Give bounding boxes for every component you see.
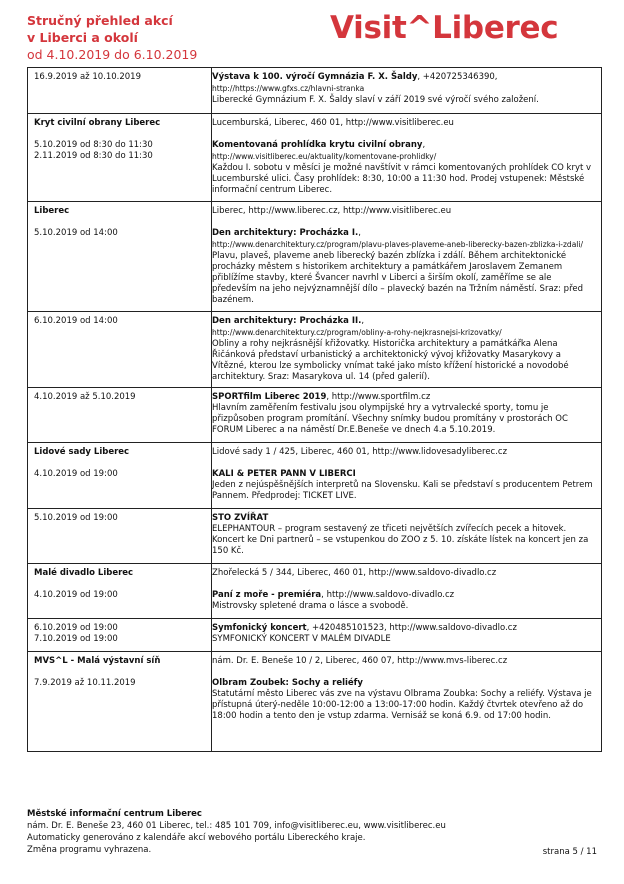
cell-left: 6.10.2019 od 14:00 [34, 316, 118, 326]
page-number: strana 5 / 11 [542, 847, 597, 857]
table-line [28, 129, 601, 140]
table-line [28, 95, 601, 106]
cell-left [28, 689, 212, 700]
cell-right: přístupná úterý-neděle 10:00-12:00 a 13:00-17:00 hodin. Každý čtvrtek otevřeno až do [212, 700, 584, 710]
cell-left [28, 667, 212, 678]
table-line [28, 72, 601, 83]
table-row [28, 442, 601, 508]
title-line-2: v Liberci a okolí [27, 30, 138, 45]
table-line [28, 458, 601, 469]
table-line [28, 480, 601, 491]
cell-left [28, 711, 212, 722]
cell-left: 7.9.2019 až 10.11.2019 [34, 678, 136, 688]
title-line-1: Stručný přehled akcí [27, 13, 173, 28]
cell-left [28, 480, 212, 491]
table-row [28, 651, 601, 751]
table-line [28, 568, 601, 579]
table-line [28, 185, 601, 196]
table-line [28, 239, 601, 251]
table-line [28, 623, 601, 634]
table-line [28, 228, 601, 239]
cell-right: Den architektury: Procházka I., [212, 228, 361, 238]
cell-left [28, 361, 212, 372]
cell-right: informační centrum Liberec. [212, 185, 333, 195]
table-line [28, 524, 601, 535]
cell-right: Mistrovsky spletené drama o lásce a svobodě. [212, 601, 409, 611]
cell-right: Pannem. Předprodej: TICKET LIVE. [212, 491, 357, 501]
events-table [27, 67, 602, 752]
cell-left [28, 491, 212, 502]
cell-right: Výstava k 100. výročí Gymnázia F. X. Šaldy, +420725346390, [212, 72, 498, 82]
cell-left [28, 284, 212, 295]
table-line [28, 700, 601, 711]
cell-right: http://https://www.gfxs.cz/hlavni-stranka [212, 84, 365, 93]
footer-note: Automaticky generováno z kalendáře akcí webového portálu Libereckého kraje. [27, 833, 366, 843]
cell-left [28, 546, 212, 557]
cell-left [28, 174, 212, 185]
footer-contact: nám. Dr. E. Beneše 23, 460 01 Liberec, tel.: 485 101 709, info@visitliberec.eu, www.visitliberec.eu [27, 821, 446, 831]
cell-right: http://www.denarchitektury.cz/program/plavu-plaves-plaveme-aneb-liberecky-bazen-zblizka-i-zdali/ [212, 240, 583, 249]
cell-right: Liberec, http://www.liberec.cz, http://www.visitliberec.eu [212, 206, 452, 216]
table-row [28, 387, 601, 442]
table-line [28, 151, 601, 163]
cell-left [28, 700, 212, 711]
cell-right: Vítězné, kterou lze symbolicky vnímat také jako místo křížení historické a novodobé [212, 361, 569, 371]
cell-left [28, 251, 212, 262]
table-line [28, 403, 601, 414]
table-line [28, 425, 601, 436]
table-row [28, 68, 601, 113]
table-line [28, 634, 601, 645]
table-line [28, 339, 601, 350]
cell-right: 150 Kč. [212, 546, 244, 556]
column-divider [211, 202, 212, 311]
cell-left: 4.10.2019 až 5.10.2019 [34, 392, 136, 402]
cell-left: 16.9.2019 až 10.10.2019 [34, 72, 142, 82]
table-line [28, 372, 601, 383]
cell-right: Statutární město Liberec vás zve na výstavu Olbrama Zoubka: Sochy a reliéfy. Výstava je [212, 689, 592, 699]
cell-right: Lidové sady 1 / 425, Liberec, 460 01, http://www.lidovesadyliberec.cz [212, 447, 508, 457]
cell-right: přizpůsoben program promítání. Všechny snímky budou promítány v prostorách OC [212, 414, 568, 424]
cell-left [28, 535, 212, 546]
table-line [28, 590, 601, 601]
cell-right: architektury. Sraz: Masarykova ul. 14 (před galerií). [212, 372, 430, 382]
column-divider [211, 68, 212, 113]
table-line [28, 206, 601, 217]
footer [27, 808, 446, 856]
table-line [28, 350, 601, 361]
table-line [28, 601, 601, 612]
table-line [28, 491, 601, 502]
cell-right [212, 722, 601, 733]
visit-liberec-logo: Visit^Liberec [330, 10, 559, 46]
cell-left [28, 83, 212, 95]
cell-left: 5.10.2019 od 19:00 [34, 513, 118, 523]
cell-right: http://www.visitliberec.eu/aktuality/komentovane-prohlidky/ [212, 152, 437, 161]
document-title [27, 12, 173, 46]
table-line [28, 546, 601, 557]
table-line [28, 579, 601, 590]
table-line [28, 284, 601, 295]
column-divider [211, 619, 212, 651]
table-line [28, 262, 601, 273]
column-divider [211, 652, 212, 751]
cell-right: Paní z moře - premiéra, http://www.saldovo-divadlo.cz [212, 590, 455, 600]
cell-left: Kryt civilní obrany Liberec [34, 118, 161, 128]
cell-right [212, 217, 601, 228]
cell-left [28, 601, 212, 612]
table-line [28, 327, 601, 339]
cell-right: Symfonický koncert, +420485101523, http://www.saldovo-divadlo.cz [212, 623, 517, 633]
cell-left [28, 273, 212, 284]
table-line [28, 414, 601, 425]
cell-right: KALI & PETER PANN V LIBERCI [212, 469, 356, 479]
cell-right: především na jeho nejvýznamnější dílo – plavecký bazén na Tržním náměstí. Sraz: před [212, 284, 584, 294]
cell-right: 18:00 hodin a tento den je vstup zdarma. Vernisáž se koná 6.9. od 17:00 hodin. [212, 711, 551, 721]
cell-right: Koncert ke Dni partnerů – se vstupenkou do ZOO z 5. 10. získáte lístek na koncert jen za [212, 535, 589, 545]
table-line [28, 447, 601, 458]
cell-right: Liberecké Gymnázium F. X. Šaldy slaví v září 2019 své výročí svého založení. [212, 95, 539, 105]
cell-left: MVS^L - Malá výstavní síň [34, 656, 161, 666]
cell-left [28, 403, 212, 414]
cell-left: 2.11.2019 od 8:30 do 11:30 [34, 151, 153, 161]
cell-left: 4.10.2019 od 19:00 [34, 469, 118, 479]
table-line [28, 667, 601, 678]
table-row [28, 508, 601, 563]
cell-right [212, 667, 601, 678]
cell-right [212, 579, 601, 590]
cell-left: Liberec [34, 206, 70, 216]
cell-right: ELEPHANTOUR – program sestavený ze třiceti největších zvířecích pecek a hitovek. [212, 524, 567, 534]
cell-left [28, 327, 212, 339]
table-row [28, 113, 601, 201]
table-line [28, 392, 601, 403]
cell-left [28, 163, 212, 174]
footer-org-name: Městské informační centrum Liberec [27, 809, 202, 819]
table-row [28, 201, 601, 311]
cell-right: Řičánková představí urbanistický a architektonický vývoj křižovatky Masarykovy a [212, 350, 561, 360]
cell-right: Lucemburská, Liberec, 460 01, http://www.visitliberec.eu [212, 118, 454, 128]
cell-right: STO ZVÍŘAT [212, 513, 269, 523]
table-row [28, 311, 601, 387]
cell-right: Komentovaná prohlídka krytu civilní obrany, [212, 140, 426, 150]
cell-right: Každou I. sobotu v měsíci je možné navštívit v rámci komentovaných prohlídek CO kryt v [212, 163, 592, 173]
cell-left [28, 95, 212, 106]
cell-left [28, 239, 212, 251]
table-line [28, 513, 601, 524]
cell-left [28, 372, 212, 383]
table-line [28, 711, 601, 722]
cell-right: SPORTfilm Liberec 2019, http://www.sportfilm.cz [212, 392, 431, 402]
column-divider [211, 388, 212, 442]
table-line [28, 678, 601, 689]
cell-left [28, 458, 212, 469]
table-line [28, 535, 601, 546]
cell-right: Zhořelecká 5 / 344, Liberec, 460 01, http://www.saldovo-divadlo.cz [212, 568, 497, 578]
table-line [28, 140, 601, 151]
cell-right: Lucemburské ulici. Časy prohlídek: 8:30, 10:00 a 11:30 hod. Prodej vstupenek: Městské [212, 174, 585, 184]
column-divider [211, 312, 212, 387]
cell-left: Lidové sady Liberec [34, 447, 130, 457]
cell-left [28, 350, 212, 361]
table-line [28, 656, 601, 667]
cell-left [28, 217, 212, 228]
cell-right: FORUM Liberec a na náměstí Dr.E.Beneše ve dnech 4.a 5.10.2019. [212, 425, 496, 435]
cell-left [28, 414, 212, 425]
cell-right: http://www.denarchitektury.cz/program/obliny-a-rohy-nejkrasnejsi-krizovatky/ [212, 328, 502, 337]
table-line [28, 118, 601, 129]
footer-disclaimer: Změna programu vyhrazena. [27, 845, 152, 855]
cell-right: procházky městem s historikem architektury a památkářem Jaroslavem Zemanem [212, 262, 563, 272]
cell-left [28, 185, 212, 196]
table-line [28, 316, 601, 327]
cell-right [212, 458, 601, 469]
cell-left: 7.10.2019 od 19:00 [34, 634, 118, 644]
table-row [28, 618, 601, 651]
cell-right: Plavu, plaveš, plaveme aneb liberecký bazén zblízka i zdálí. Během architektonické [212, 251, 567, 261]
cell-right: Den architektury: Procházka II., [212, 316, 365, 326]
table-line [28, 174, 601, 185]
table-line [28, 469, 601, 480]
column-divider [211, 443, 212, 508]
table-line [28, 361, 601, 372]
cell-left [28, 262, 212, 273]
table-line [28, 163, 601, 174]
cell-left [28, 339, 212, 350]
table-line [28, 83, 601, 95]
table-line [28, 251, 601, 262]
column-divider [211, 114, 212, 201]
table-line [28, 273, 601, 284]
cell-left [28, 579, 212, 590]
column-divider [211, 509, 212, 563]
cell-left [28, 425, 212, 436]
cell-left: 5.10.2019 od 8:30 do 11:30 [34, 140, 153, 150]
cell-right: Obliny a rohy nejkrásnější křižovatky. Historička architektury a památkářka Alena [212, 339, 558, 349]
cell-right [212, 129, 601, 140]
table-line [28, 217, 601, 228]
table-line [28, 689, 601, 700]
table-row [28, 563, 601, 618]
cell-right: přiblížíme stavby, které Švancer navrhl v Liberci a širším okolí, zaměříme se ale [212, 273, 552, 283]
cell-left [28, 129, 212, 140]
cell-right: nám. Dr. E. Beneše 10 / 2, Liberec, 460 07, http://www.mvs-liberec.cz [212, 656, 508, 666]
table-line [28, 722, 601, 733]
cell-left [28, 524, 212, 535]
date-range: od 4.10.2019 do 6.10.2019 [27, 47, 198, 62]
cell-left [28, 295, 212, 306]
cell-right: Jeden z nejúspěšnějších interpretů na Slovensku. Kali se představí s producentem Petrem [212, 480, 593, 490]
cell-right: Olbram Zoubek: Sochy a reliéfy [212, 678, 363, 688]
column-divider [211, 564, 212, 618]
cell-left: 6.10.2019 od 19:00 [34, 623, 118, 633]
cell-left: Malé divadlo Liberec [34, 568, 134, 578]
cell-left [28, 722, 212, 733]
cell-right: SYMFONICKÝ KONCERT V MALÉM DIVADLE [212, 634, 391, 644]
table-line [28, 295, 601, 306]
cell-right: Hlavním zaměřením festivalu jsou olympijské hry a vytrvalecké sporty, tomu je [212, 403, 549, 413]
cell-right: bazénem. [212, 295, 254, 305]
cell-left: 5.10.2019 od 14:00 [34, 228, 118, 238]
cell-left: 4.10.2019 od 19:00 [34, 590, 118, 600]
